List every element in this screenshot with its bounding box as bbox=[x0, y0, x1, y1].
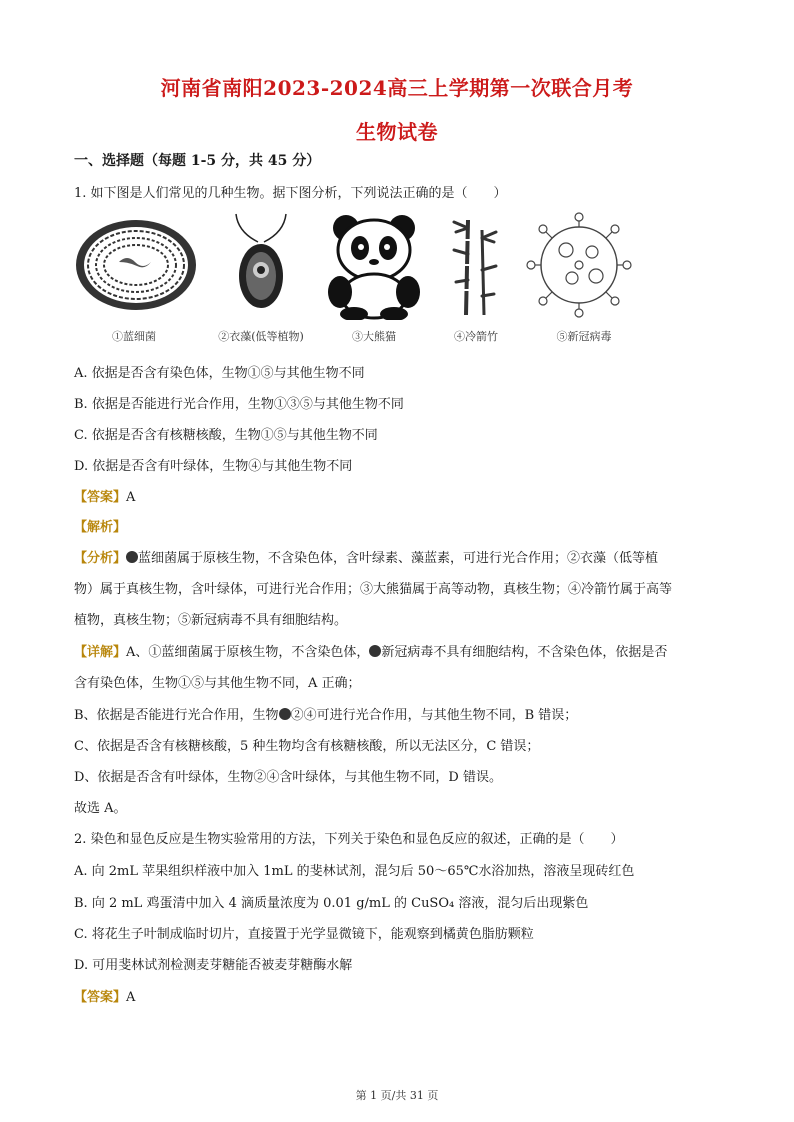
figure-caption: ③大熊猫 bbox=[352, 330, 396, 343]
question-1-answer bbox=[74, 486, 135, 505]
detail-text: ②④可进行光合作用，与其他生物不同，B 错误； bbox=[290, 708, 578, 723]
figure-panda bbox=[324, 210, 434, 350]
question-2-option-c: C. 将花生子叶制成临时切片，直接置于光学显微镜下，能观察到橘黄色脂肪颗粒 bbox=[74, 927, 534, 942]
exam-title: 河南省南阳2023-2024高三上学期第一次联合月考 bbox=[160, 76, 634, 100]
detail-text: A、①蓝细菌属于原核生物，不含染色体， bbox=[126, 645, 370, 660]
question-1-detail-line-2: 含有染色体，生物①⑤与其他生物不同，A 正确； bbox=[74, 676, 361, 691]
figure-cyanobacteria bbox=[74, 210, 184, 350]
virus-icon bbox=[524, 210, 634, 320]
question-1-fenxi-line-3: 植物，真核生物；⑤新冠病毒不具有细胞结构。 bbox=[74, 613, 348, 628]
question-1-detail-line-3 bbox=[74, 704, 577, 723]
detail-text: 新冠病毒不具有细胞结构，不含染色体，依据是否 bbox=[381, 645, 668, 660]
question-2-stem: 2. 染色和显色反应是生物实验常用的方法，下列关于染色和显色反应的叙述，正确的是（ ） bbox=[74, 832, 624, 847]
exam-subject: 生物试卷 bbox=[356, 120, 438, 144]
question-2-option-a: A. 向 2mL 苹果组织样液中加入 1mL 的斐林试剂，混匀后 50～65℃水浴加热，溶液呈现砖红色 bbox=[74, 864, 635, 879]
question-2-answer bbox=[74, 986, 135, 1005]
detail-text: B、依据是否能进行光合作用，生物 bbox=[74, 708, 279, 723]
answer-value: A bbox=[126, 490, 136, 505]
figure-chlamydomonas bbox=[206, 210, 316, 350]
answer-label: 【答案】 bbox=[74, 490, 127, 505]
question-2-option-d: D. 可用斐林试剂检测麦芽糖能否被麦芽糖酶水解 bbox=[74, 958, 353, 973]
answer-value: A bbox=[126, 990, 136, 1005]
chlamydomonas-icon bbox=[206, 210, 316, 320]
fenxi-text: 蓝细菌属于原核生物，不含染色体，含叶绿素、藻蓝素，可进行光合作用；②衣藻（低等植 bbox=[138, 551, 659, 566]
figure-caption: ①蓝细菌 bbox=[112, 330, 156, 343]
question-2-option-b: B. 向 2 mL 鸡蛋清中加入 4 滴质量浓度为 0.01 g/mL 的 CuSO₄ 溶液，混匀后出现紫色 bbox=[74, 896, 589, 911]
question-1-figures bbox=[74, 210, 634, 350]
section-heading: 一、选择题（每题 1-5 分，共 45 分） bbox=[74, 153, 321, 169]
figure-virus bbox=[524, 210, 634, 350]
question-1-conclusion: 故选 A。 bbox=[74, 801, 127, 816]
cyanobacteria-icon bbox=[74, 210, 199, 320]
figure-caption: ④冷箭竹 bbox=[454, 330, 498, 343]
panda-icon bbox=[324, 210, 424, 320]
bamboo-icon bbox=[426, 210, 526, 320]
question-1-detail-line-4: C、依据是否含有核糖核酸，5 种生物均含有核糖核酸，所以无法区分，C 错误； bbox=[74, 739, 540, 754]
question-1-fenxi-line-2: 物）属于真核生物，含叶绿体，可进行光合作用；③大熊猫属于高等动物，真核生物；④冷箭竹属于高等 bbox=[74, 582, 673, 597]
question-1-stem: 1. 如下图是人们常见的几种生物。据下图分析，下列说法正确的是（ ） bbox=[74, 186, 507, 201]
filled-circle-icon bbox=[279, 708, 291, 720]
figure-caption: ②衣藻(低等植物) bbox=[218, 330, 304, 343]
question-1-detail-line-1 bbox=[74, 641, 667, 660]
filled-circle-icon bbox=[126, 551, 138, 563]
question-1-option-c: C. 依据是否含有核糖核酸，生物①⑤与其他生物不同 bbox=[74, 428, 378, 443]
question-1-analysis-heading bbox=[74, 516, 126, 535]
question-1-option-d: D. 依据是否含有叶绿体，生物④与其他生物不同 bbox=[74, 459, 353, 474]
filled-circle-icon bbox=[369, 645, 381, 657]
xiangjie-label: 【详解】 bbox=[74, 645, 127, 660]
question-1-fenxi-line-1 bbox=[74, 547, 658, 566]
answer-label: 【答案】 bbox=[74, 990, 127, 1005]
analysis-label: 【解析】 bbox=[74, 520, 127, 535]
figure-bamboo bbox=[426, 210, 536, 350]
question-1-detail-line-5: D、依据是否含有叶绿体，生物②④含叶绿体，与其他生物不同，D 错误。 bbox=[74, 770, 502, 785]
fenxi-label: 【分析】 bbox=[74, 551, 127, 566]
question-1-option-b: B. 依据是否能进行光合作用，生物①③⑤与其他生物不同 bbox=[74, 397, 404, 412]
question-1-option-a: A. 依据是否含有染色体，生物①⑤与其他生物不同 bbox=[74, 366, 365, 381]
figure-caption: ⑤新冠病毒 bbox=[556, 330, 612, 343]
page-footer: 第 1 页/共 31 页 bbox=[355, 1089, 439, 1102]
